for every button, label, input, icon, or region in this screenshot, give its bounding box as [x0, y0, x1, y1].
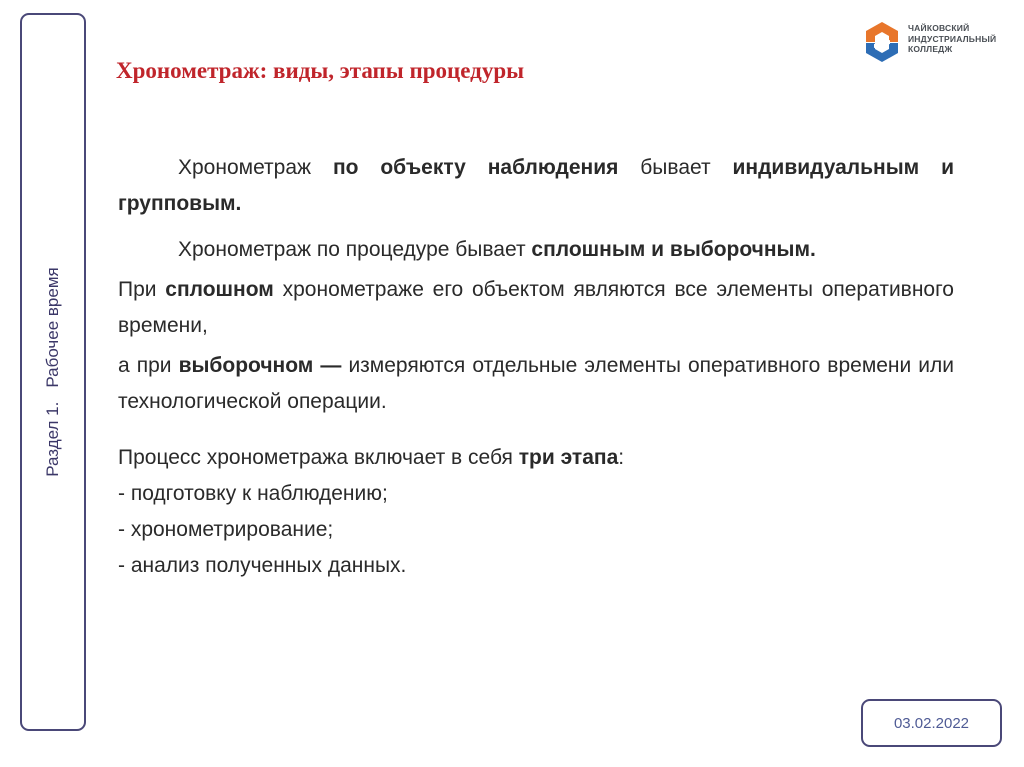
p1-text-b: по объекту наблюдения: [332, 156, 619, 179]
section-number: Раздел 1.: [43, 401, 62, 477]
p3-text-c: хронометраже его объектом являются все элементы оперативного времени,: [118, 278, 954, 337]
p5-text-c: :: [618, 446, 625, 469]
date-badge: [861, 699, 1002, 747]
section-title: Рабочее время: [43, 267, 62, 388]
date-text: 03.02.2022: [893, 714, 970, 732]
p3-text-a: При: [118, 278, 157, 301]
p5-text-b: три этапа: [518, 446, 619, 469]
p2-text-a: Хронометраж по процедуре бывает: [178, 238, 526, 261]
p3-text-b: сплошном: [165, 278, 274, 301]
stage-item: - анализ полученных данных.: [118, 554, 407, 577]
logo-line-1: ЧАЙКОВСКИЙ: [908, 23, 970, 33]
slide-body: [118, 150, 954, 584]
p4-text-c: измеряются отдельные элементы оперативного времени или технологической операции.: [118, 354, 955, 413]
stage-item: - хронометрирование;: [118, 518, 334, 541]
logo-line-2: ИНДУСТРИАЛЬНЫЙ: [908, 33, 997, 44]
stage-item: - подготовку к наблюдению;: [118, 482, 388, 505]
p2-text-b: сплошным и выборочным.: [531, 238, 816, 261]
p1-text-c: бывает: [640, 156, 711, 179]
sidebar-section-label: [43, 267, 63, 476]
p4-text-a: а при: [118, 354, 172, 377]
paragraph-object-types: [118, 150, 954, 222]
page-title: Хронометраж: виды, этапы процедуры: [116, 58, 525, 83]
paragraph-process-stages: [118, 440, 954, 476]
p1-text-a: Хронометраж: [178, 156, 312, 179]
logo-text: [908, 23, 996, 55]
paragraph-procedure-types: [118, 232, 954, 268]
logo-line-3: КОЛЛЕДЖ: [908, 44, 953, 54]
p5-text-a: Процесс хронометража включает в себя: [118, 446, 513, 469]
p1-text-d: индивидуальным и групповым.: [118, 156, 954, 215]
paragraph-continuous: [118, 272, 954, 344]
p4-text-b: выборочном —: [178, 354, 342, 377]
paragraph-selective: [118, 348, 954, 420]
college-logo: [862, 20, 1012, 66]
college-emblem-icon: [862, 20, 902, 64]
